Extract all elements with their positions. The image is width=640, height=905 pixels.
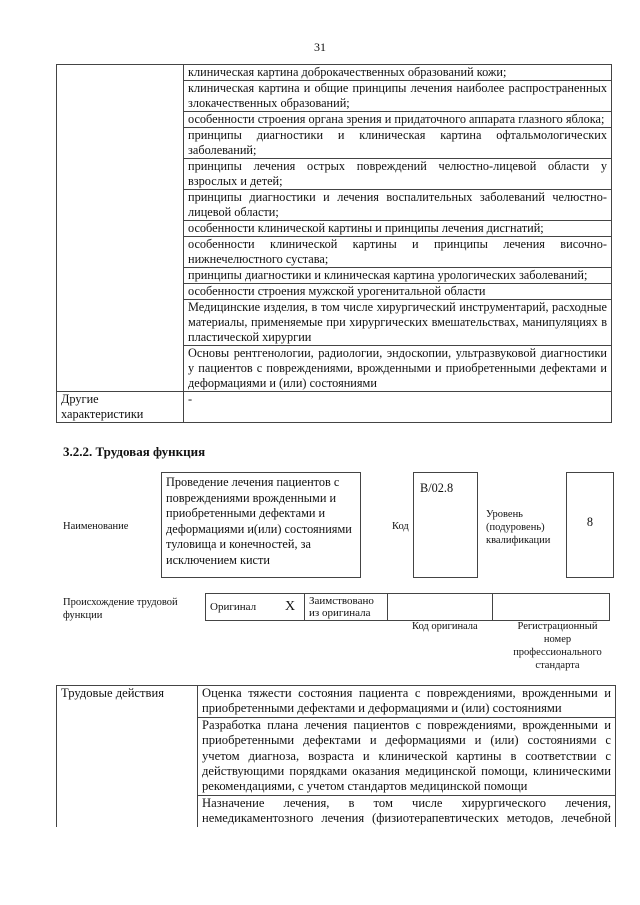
other-characteristics-label: Другие характеристики: [57, 392, 184, 423]
action-item: Разработка плана лечения пациентов с повреждениями, врожденными и приобретенными дефектами и деформациями и (или) состояниями с учетом диагноза, возраста и клинической картины в соответствии с действующими порядками оказания медицинской помощи, клиническими рекомендациями, с учетом стандартов медицинской помощи: [198, 717, 616, 795]
action-item: Назначение лечения, в том числе хирургического лечения, немедикаментозного лечения (физиотерапевтических методов, лечебной: [198, 795, 616, 826]
page-number: 31: [314, 40, 326, 54]
borrowed-label: Заимствовано из оригинала: [305, 594, 388, 621]
function-code-value: B/02.8: [420, 481, 454, 495]
origin-table: [205, 593, 610, 621]
knowledge-item: особенности клинической картины и принципы лечения височно-нижнечелюстного сустава;: [184, 237, 612, 268]
origin-label: Происхождение трудовой функции: [63, 597, 178, 621]
knowledge-item: принципы лечения острых повреждений челюстно-лицевой области у взрослых и детей;: [184, 159, 612, 190]
table-row: [57, 392, 612, 423]
level-label: Уровень (подуровень) квалификации: [486, 509, 551, 546]
table-row: [57, 65, 612, 81]
name-label: Наименование: [63, 521, 129, 532]
table-row: [206, 594, 610, 621]
other-characteristics-value: -: [184, 392, 612, 423]
knowledge-item: особенности строения мужской урогенитальной области: [184, 284, 612, 300]
original-code-cell: [388, 594, 493, 621]
code-original-label: Код оригинала: [412, 621, 478, 632]
knowledge-item: клиническая картина и общие принципы лечения наиболее распространенных злокачественных образований;: [184, 81, 612, 112]
code-label: Код: [392, 521, 409, 532]
original-label: Оригинал: [206, 594, 277, 621]
actions-table: [56, 685, 616, 827]
section-title: 3.2.2. Трудовая функция: [63, 444, 206, 459]
knowledge-item: принципы диагностики и лечения воспалительных заболеваний челюстно-лицевой области;: [184, 190, 612, 221]
actions-label: Трудовые действия: [57, 686, 198, 827]
knowledge-item: принципы диагностики и клиническая картина урологических заболеваний;: [184, 268, 612, 284]
knowledge-table: [56, 64, 612, 423]
original-mark: X: [276, 594, 305, 621]
function-code-box: [413, 472, 478, 578]
qualification-level-value: 8: [586, 515, 594, 529]
registration-number-cell: [493, 594, 610, 621]
qualification-level-box: [566, 472, 614, 578]
action-item: Оценка тяжести состояния пациента с повреждениями, врожденными и приобретенными дефектами и деформациями и (или) состояниями: [198, 686, 616, 718]
knowledge-item: клиническая картина доброкачественных образований кожи;: [184, 65, 612, 81]
knowledge-item: Основы рентгенологии, радиологии, эндоскопии, ультразвуковой диагностики у пациентов с повреждениями, врожденными и приобретенными дефектами и деформациями и (или) состояниями: [184, 346, 612, 392]
knowledge-item: Медицинские изделия, в том числе хирургический инструментарий, расходные материалы, применяемые при хирургических вмешательствах, манипуляциях в пластической хирургии: [184, 300, 612, 346]
registration-number-label: Регистрационный номер профессионального стандарта: [513, 621, 602, 671]
knowledge-item: особенности строения органа зрения и придаточного аппарата глазного яблока;: [184, 112, 612, 128]
function-name-box: [161, 472, 361, 578]
knowledge-item: особенности клинической картины и принципы лечения дисгнатий;: [184, 221, 612, 237]
knowledge-item: принципы диагностики и клиническая картина офтальмологических заболеваний;: [184, 128, 612, 159]
knowledge-label-cell: [57, 65, 184, 392]
table-row: [57, 686, 616, 718]
function-name-value: Проведение лечения пациентов с повреждениями врожденными и приобретенными дефектами и деформациями и(или) состояниями туловища и конечностей, за исключением кисти: [166, 475, 352, 567]
